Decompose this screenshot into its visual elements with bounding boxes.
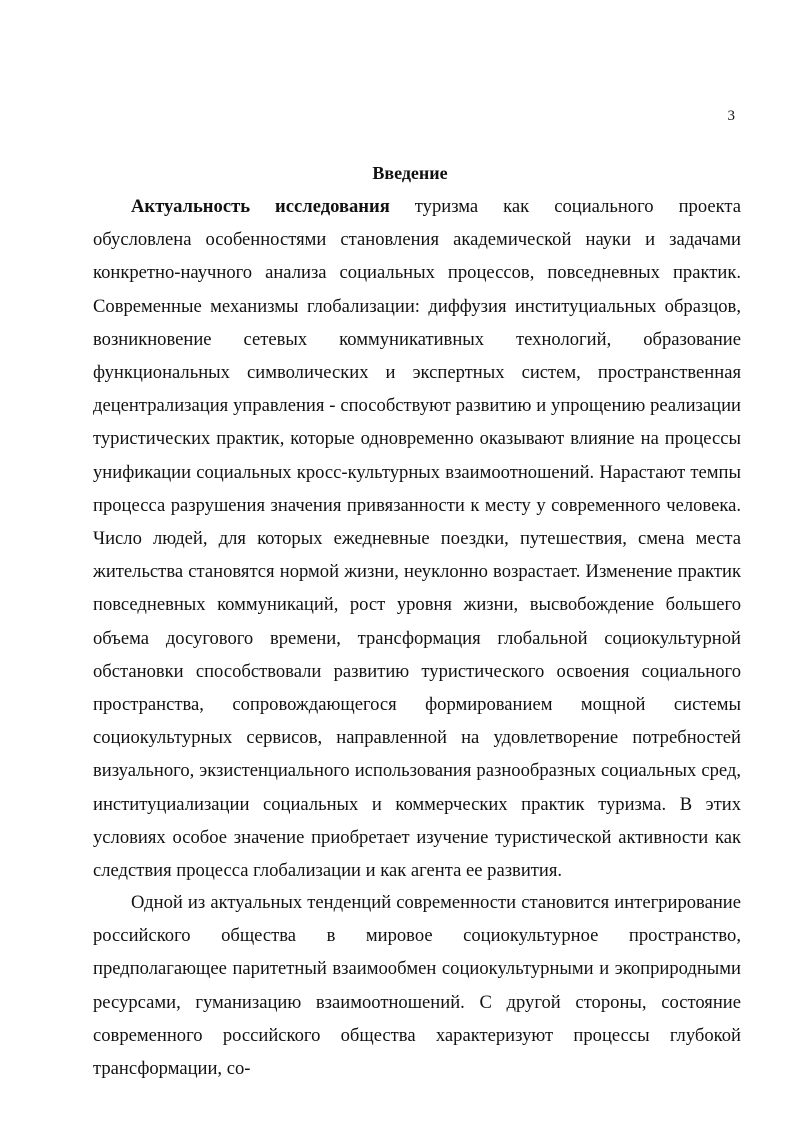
page-number: 3 (727, 108, 735, 124)
paragraph-text: туризма как социального проекта обусловлена особенностями становления академической науки и задачами конкретно-научного анализа социальных процессов, повседневных практик. Современные механизмы глобализации: диффузия институциальных образцов, возникновение сетевых коммуникативных технологий, образование функциональных символических и экспертных систем, пространственная децентрализация управления - способствуют развитию и упрощению реализации туристических практик, которые одновременно оказывают влияние на процессы унификации социальных кросс-культурных взаимоотношений. Нарастают темпы процесса разрушения значения привязанности к месту у современного человека. Число людей, для которых ежедневные поездки, путешествия, смена места жительства становятся нормой жизни, неуклонно возрастает. Изменение практик повседневных коммуникаций, рост уровня жизни, высвобождение большего объема досугового времени, трансформация глобальной социокультурной обстановки способствовали развитию туристического освоения социального пространства, сопровождающегося формированием мощной системы социокультурных сервисов, направленной на удовлетворение потребностей визуального, экзистенциального использования разнообразных социальных сред, институциализации социальных и коммерческих практик туризма. В этих условиях особое значение приобретает изучение туристической активности как следствия процесса глобализации и как агента ее развития. (93, 196, 741, 882)
paragraph-relevance (93, 190, 741, 887)
section-heading: Введение (372, 163, 448, 183)
paragraph-lead: Актуальность исследования (131, 196, 390, 217)
paragraph-integration: Одной из актуальных тенденций современности становится интегрирование российского общества в мировое социокультурное пространство, предполагающее паритетный взаимообмен социокультурными и экоприродными ресурсами, гуманизацию взаимоотношений. С другой стороны, состояние современного российского общества характеризуют процессы глубокой трансформации, со- (93, 892, 741, 1080)
